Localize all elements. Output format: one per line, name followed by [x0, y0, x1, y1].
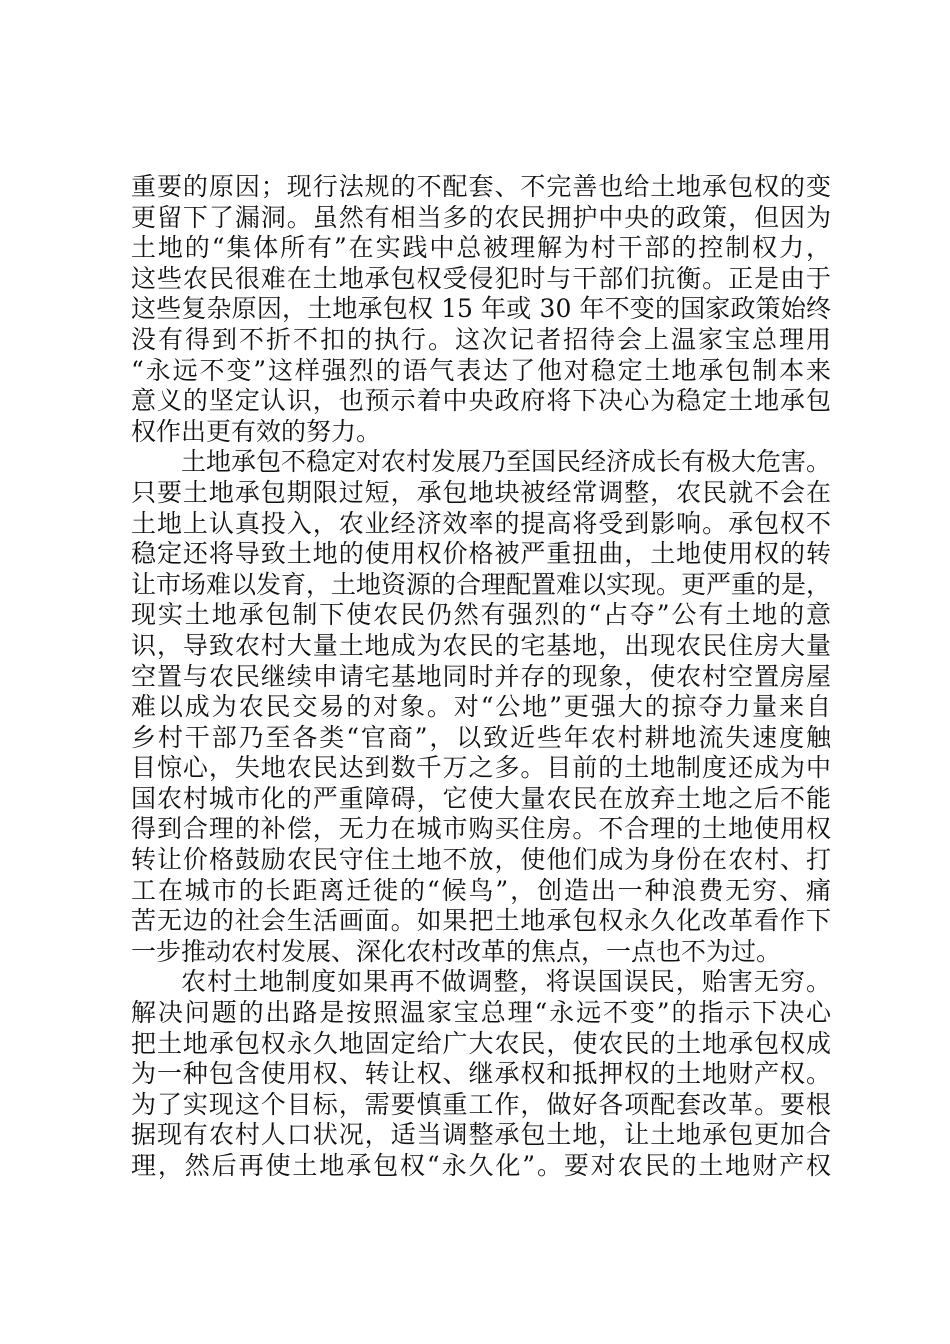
paragraph-3-line-6: 据现有农村人口状况，适当调整承包土地，让土地承包更加合 — [131, 1120, 831, 1150]
paragraph-2-line-6: 现实土地承包制下使农民仍然有强烈的“占夺”公有土地的意 — [131, 600, 831, 630]
paragraph-2-line-3: 土地上认真投入，农业经济效率的提高将受到影响。承包权不 — [131, 508, 831, 538]
paragraph-1-line-1: 重要的原因；现行法规的不配套、不完善也给土地承包权的变 — [131, 172, 831, 201]
paragraph-2-line-17: 一步推动农村发展、深化农村改革的焦点，一点也不为过。 — [131, 936, 782, 966]
paragraph-2-line-2: 只要土地承包期限过短，承包地块被经常调整，农民就不会在 — [131, 477, 831, 507]
paragraph-3-line-7: 理，然后再使土地承包权“永久化”。要对农民的土地财产权 — [131, 1151, 831, 1180]
paragraph-3-line-1: 农村土地制度如果再不做调整，将误国误民，贻害无穷。 — [181, 967, 831, 997]
document-body — [131, 172, 831, 1182]
paragraph-3-line-4: 为一种包含使用权、转让权、继承权和抵押权的土地财产权。 — [131, 1059, 831, 1089]
paragraph-3-line-2: 解决问题的出路是按照温家宝总理“永远不变”的指示下决心 — [131, 998, 831, 1028]
paragraph-2-line-16: 苦无边的社会生活画面。如果把土地承包权永久化改革看作下 — [131, 906, 831, 936]
paragraph-2-line-11: 目惊心，失地农民达到数千万之多。目前的土地制度还成为中 — [131, 753, 831, 783]
paragraph-2-line-4: 稳定还将导致土地的使用权价格被严重扭曲，土地使用权的转 — [131, 539, 831, 569]
paragraph-1-line-7: “永远不变”这样强烈的语气表达了他对稳定土地承包制本来 — [131, 355, 831, 385]
paragraph-2-line-5: 让市场难以发育，土地资源的合理配置难以实现。更严重的是， — [131, 569, 832, 599]
paragraph-3-line-3: 把土地承包权永久地固定给广大农民，使农民的土地承包权成 — [131, 1028, 831, 1058]
paragraph-2-line-9: 难以成为农民交易的对象。对“公地”更强大的掠夺力量来自 — [131, 692, 831, 722]
paragraph-2-line-14: 转让价格鼓励农民守住土地不放，使他们成为身份在农村、打 — [131, 845, 831, 875]
paragraph-1-line-9: 权作出更有效的努力。 — [131, 416, 382, 446]
paragraph-2-line-12: 国农村城市化的严重障碍，它使大量农民在放弃土地之后不能 — [131, 783, 831, 813]
paragraph-1-line-2: 更留下了漏洞。虽然有相当多的农民拥护中央的政策，但因为 — [131, 202, 831, 232]
paragraph-2-line-15: 工在城市的长距离迁徙的“候鸟”，创造出一种浪费无穷、痛 — [131, 875, 831, 905]
paragraph-2-line-10: 乡村干部乃至各类“官商”，以致近些年农村耕地流失速度触 — [131, 722, 831, 752]
paragraph-2-line-1: 土地承包不稳定对农村发展乃至国民经济成长有极大危害。 — [181, 447, 832, 477]
paragraph-2-line-7: 识，导致农村大量土地成为农民的宅基地，出现农民住房大量 — [131, 630, 831, 660]
paragraph-1-line-6: 没有得到不折不扣的执行。这次记者招待会上温家宝总理用 — [131, 324, 831, 354]
paragraph-3-line-5: 为了实现这个目标，需要慎重工作，做好各项配套改革。要根 — [131, 1089, 831, 1119]
paragraph-1-line-5: 这些复杂原因，土地承包权 15 年或 30 年不变的国家政策始终 — [131, 294, 831, 324]
paragraph-1-line-8: 意义的坚定认识，也预示着中央政府将下决心为稳定土地承包 — [131, 386, 831, 416]
paragraph-2-line-8: 空置与农民继续申请宅基地同时并存的现象，使农村空置房屋 — [131, 661, 831, 691]
paragraph-1-line-3: 土地的“集体所有”在实践中总被理解为村干部的控制权力， — [131, 233, 831, 263]
paragraph-1-line-4: 这些农民很难在土地承包权受侵犯时与干部们抗衡。正是由于 — [131, 263, 831, 293]
paragraph-2-line-13: 得到合理的补偿，无力在城市购买住房。不合理的土地使用权 — [131, 814, 831, 844]
